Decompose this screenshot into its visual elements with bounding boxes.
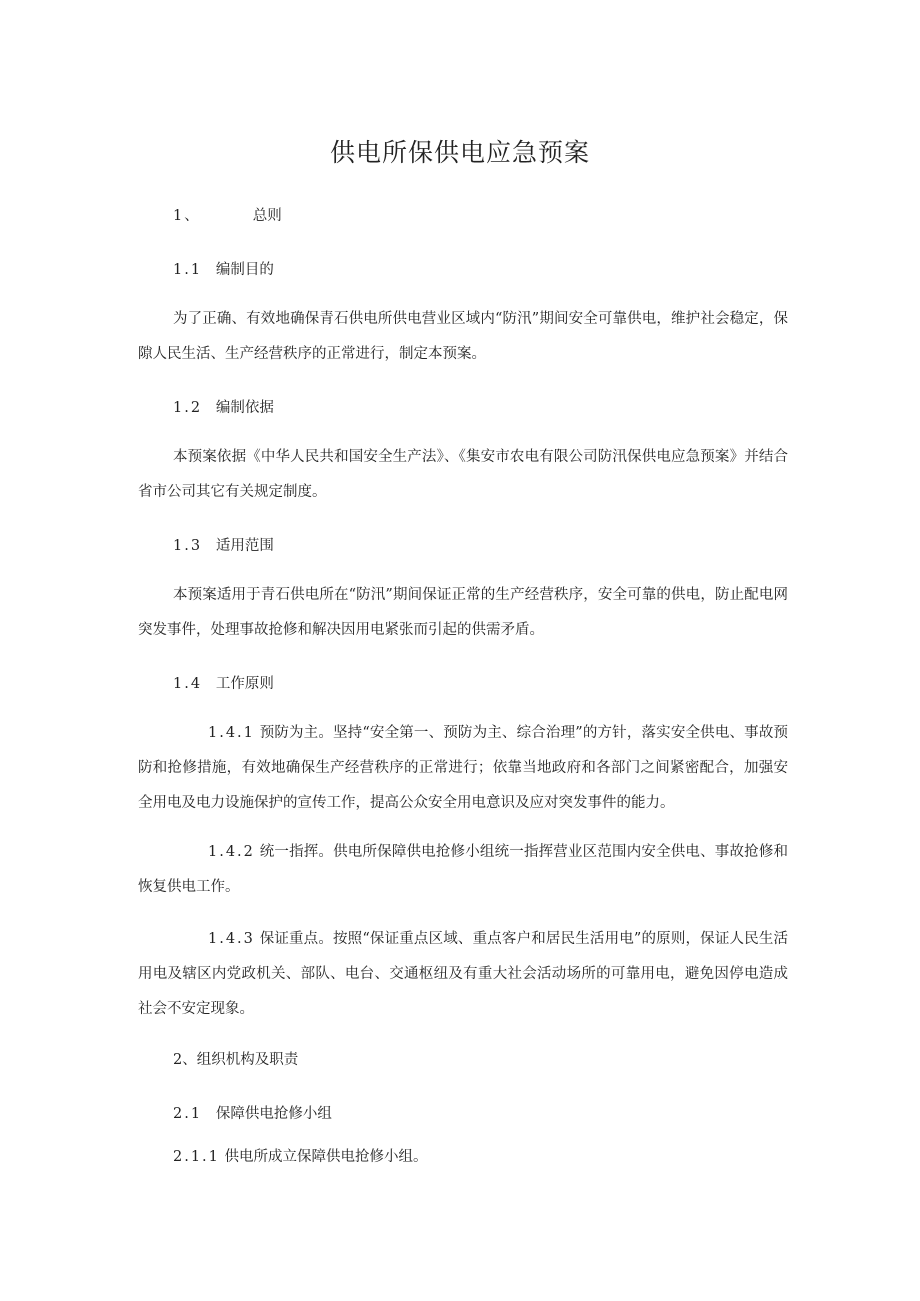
heading-number: 1、 — [173, 208, 201, 224]
heading-1-4 — [173, 672, 274, 693]
heading-text: 适用范围 — [215, 538, 274, 554]
paragraph-basis: 本预案依据《中华人民共和国安全生产法》、《集安市农电有限公司防汛保供电应急预案》并结合省市公司其它有关规定制度。 — [138, 449, 788, 500]
heading-text: 总则 — [252, 208, 282, 224]
paragraph-principle-1 — [138, 716, 788, 821]
heading-number: 1.1 — [173, 262, 203, 278]
heading-1-3 — [173, 534, 274, 555]
heading-1 — [173, 204, 282, 225]
item-text: 统一指挥。供电所保障供电抢修小组统一指挥营业区范围内安全供电、事故抢修和恢复供电工作。 — [138, 844, 789, 895]
heading-2-1-1 — [173, 1145, 428, 1166]
paragraph-scope: 本预案适用于青石供电所在“防汛”期间保证正常的生产经营秩序，安全可靠的供电，防止配电网突发事件，处理事故抢修和解决因用电紧张而引起的供需矛盾。 — [138, 587, 788, 638]
paragraph-principle-2 — [138, 835, 788, 905]
heading-number: 2.1.1 — [173, 1149, 220, 1165]
item-number: 1.4.1 — [208, 725, 255, 741]
item-number: 1.4.2 — [208, 844, 255, 860]
heading-1-1 — [173, 258, 274, 279]
item-text: 预防为主。坚持“安全第一、预防为主、综合治理”的方针，落实安全供电、事故预防和抢修措施，有效地确保生产经营秩序的正常进行；依靠当地政府和各部门之间紧密配合，加强安全用电及电力设施保护的宣传工作，提高公众安全用电意识及应对突发事件的能力。 — [138, 725, 788, 811]
heading-text: 供电所成立保障供电抢修小组。 — [224, 1149, 428, 1165]
heading-text: 工作原则 — [215, 676, 274, 692]
heading-text: 编制依据 — [215, 400, 274, 416]
heading-number: 1.4 — [173, 676, 203, 692]
paragraph-principle-3 — [138, 922, 788, 1027]
heading-text: 编制目的 — [215, 262, 274, 278]
heading-1-2 — [173, 396, 274, 417]
heading-2-1 — [173, 1102, 332, 1123]
item-text: 保证重点。按照“保证重点区域、重点客户和居民生活用电”的原则，保证人民生活用电及辖区内党政机关、部队、电台、交通枢纽及有重大社会活动场所的可靠用电，避免因停电造成社会不安定现象。 — [138, 931, 788, 1017]
heading-number: 1.2 — [173, 400, 203, 416]
document-title: 供电所保供电应急预案 — [329, 138, 590, 167]
heading-number: 2.1 — [173, 1106, 203, 1122]
heading-number: 1.3 — [173, 538, 203, 554]
heading-2: 2、组织机构及职责 — [173, 1052, 299, 1068]
heading-text: 保障供电抢修小组 — [215, 1106, 332, 1122]
paragraph-purpose: 为了正确、有效地确保青石供电所供电营业区域内“防汛”期间安全可靠供电，维护社会稳定，保隙人民生活、生产经营秩序的正常进行，制定本预案。 — [138, 311, 788, 362]
item-number: 1.4.3 — [208, 931, 255, 947]
